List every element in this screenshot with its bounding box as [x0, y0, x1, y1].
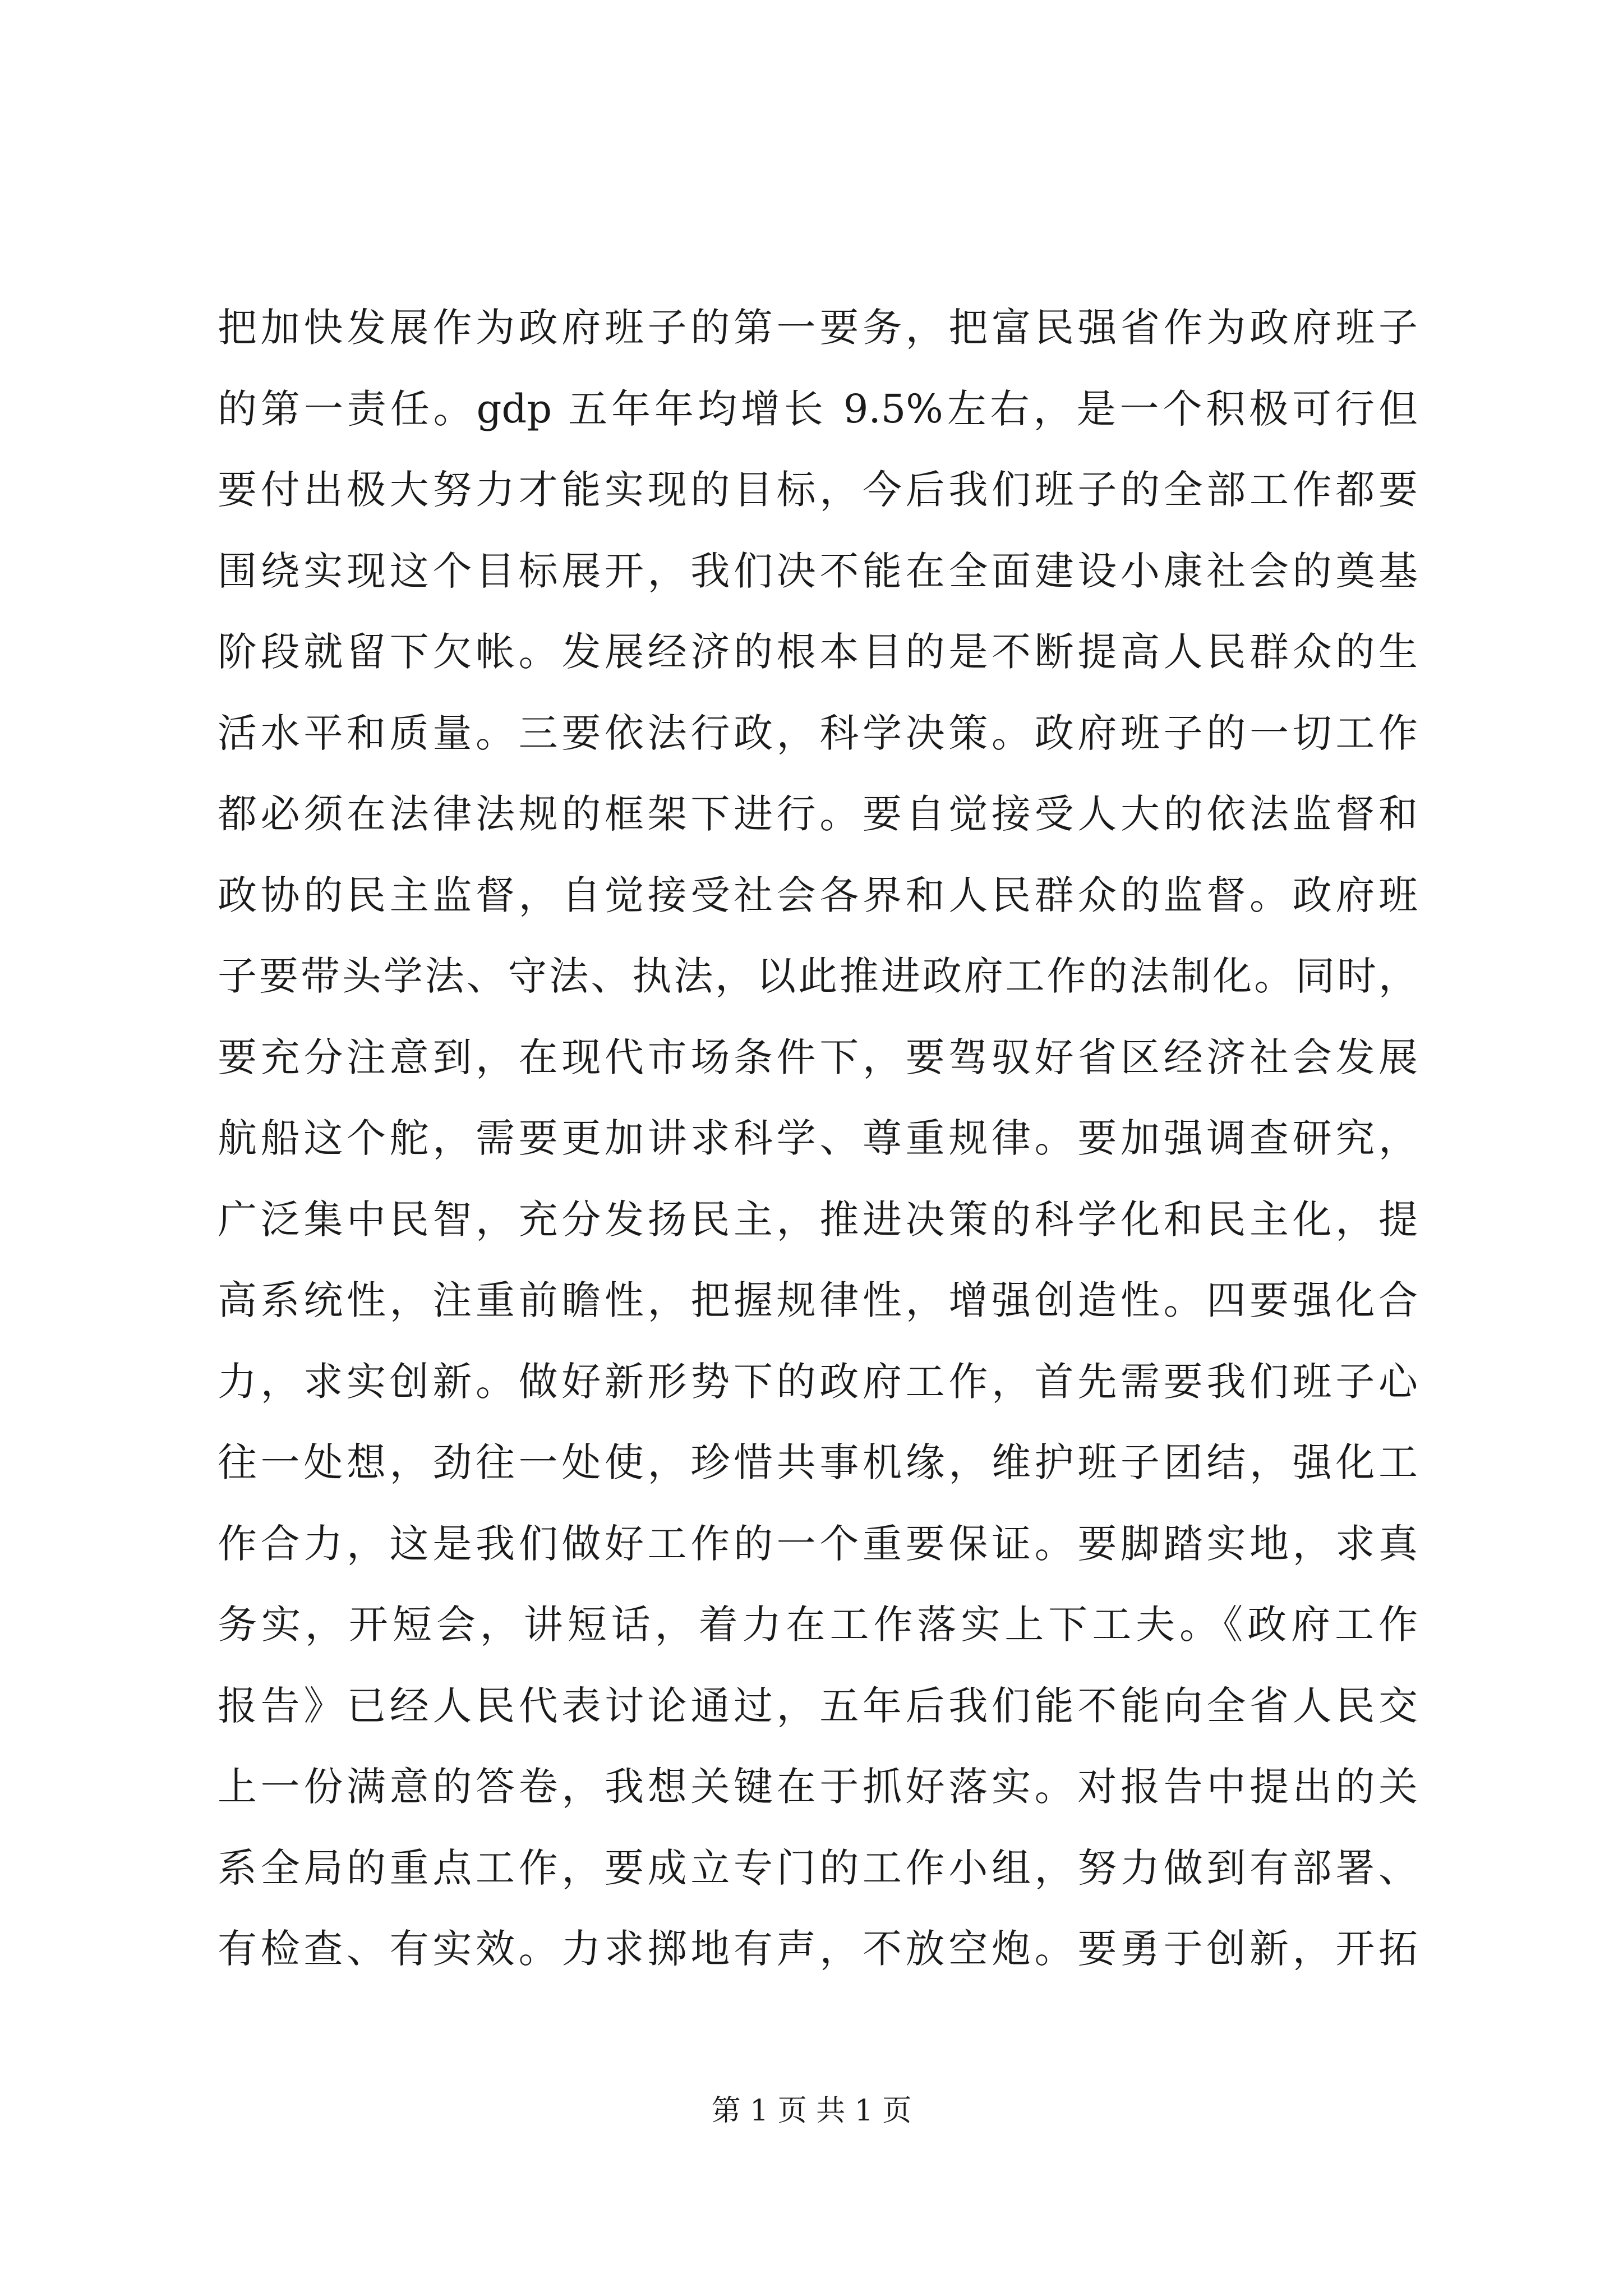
text-line: 务实，开短会，讲短话，着力在工作落实上下工夫。《政府工作 [218, 1602, 1418, 1648]
text-line: 都必须在法律法规的框架下进行。要自觉接受人大的依法监督和 [218, 791, 1418, 837]
text-line: 高系统性，注重前瞻性，把握规律性，增强创造性。四要强化合 [218, 1277, 1418, 1323]
text-line: 活水平和质量。三要依法行政，科学决策。政府班子的一切工作 [218, 710, 1418, 756]
text-line: 广泛集中民智，充分发扬民主，推进决策的科学化和民主化，提 [218, 1196, 1418, 1243]
text-line: 往一处想，劲往一处使，珍惜共事机缘，维护班子团结，强化工 [218, 1439, 1418, 1485]
text-line: 有检查、有实效。力求掷地有声，不放空炮。要勇于创新，开拓 [218, 1926, 1418, 1972]
text-line: 围绕实现这个目标展开，我们决不能在全面建设小康社会的奠基 [218, 547, 1418, 594]
text-line: 力，求实创新。做好新形势下的政府工作，首先需要我们班子心 [218, 1358, 1418, 1405]
text-line: 的第一责任。gdp 五年年均增长 9.5%左右，是一个积极可行但 [218, 385, 1418, 432]
text-line: 航船这个舵，需要更加讲求科学、尊重规律。要加强调查研究， [218, 1115, 1418, 1161]
text-line: 阶段就留下欠帐。发展经济的根本目的是不断提高人民群众的生 [218, 629, 1418, 675]
text-line: 把加快发展作为政府班子的第一要务，把富民强省作为政府班子 [218, 305, 1418, 351]
text-line: 要充分注意到，在现代市场条件下，要驾驭好省区经济社会发展 [218, 1034, 1418, 1080]
text-line: 上一份满意的答卷，我想关键在于抓好落实。对报告中提出的关 [218, 1764, 1418, 1810]
text-line: 要付出极大努力才能实现的目标，今后我们班子的全部工作都要 [218, 467, 1418, 513]
text-line: 政协的民主监督，自觉接受社会各界和人民群众的监督。政府班 [218, 872, 1418, 918]
text-line: 子要带头学法、守法、执法，以此推进政府工作的法制化。同时， [218, 953, 1418, 999]
text-line: 系全局的重点工作，要成立专门的工作小组，努力做到有部署、 [218, 1844, 1418, 1891]
body-text [218, 287, 1418, 1990]
page-footer: 第 1 页 共 1 页 [711, 2094, 912, 2128]
text-line: 作合力，这是我们做好工作的一个重要保证。要脚踏实地，求真 [218, 1520, 1418, 1567]
text-line: 报告》已经人民代表讨论通过，五年后我们能不能向全省人民交 [218, 1682, 1418, 1729]
